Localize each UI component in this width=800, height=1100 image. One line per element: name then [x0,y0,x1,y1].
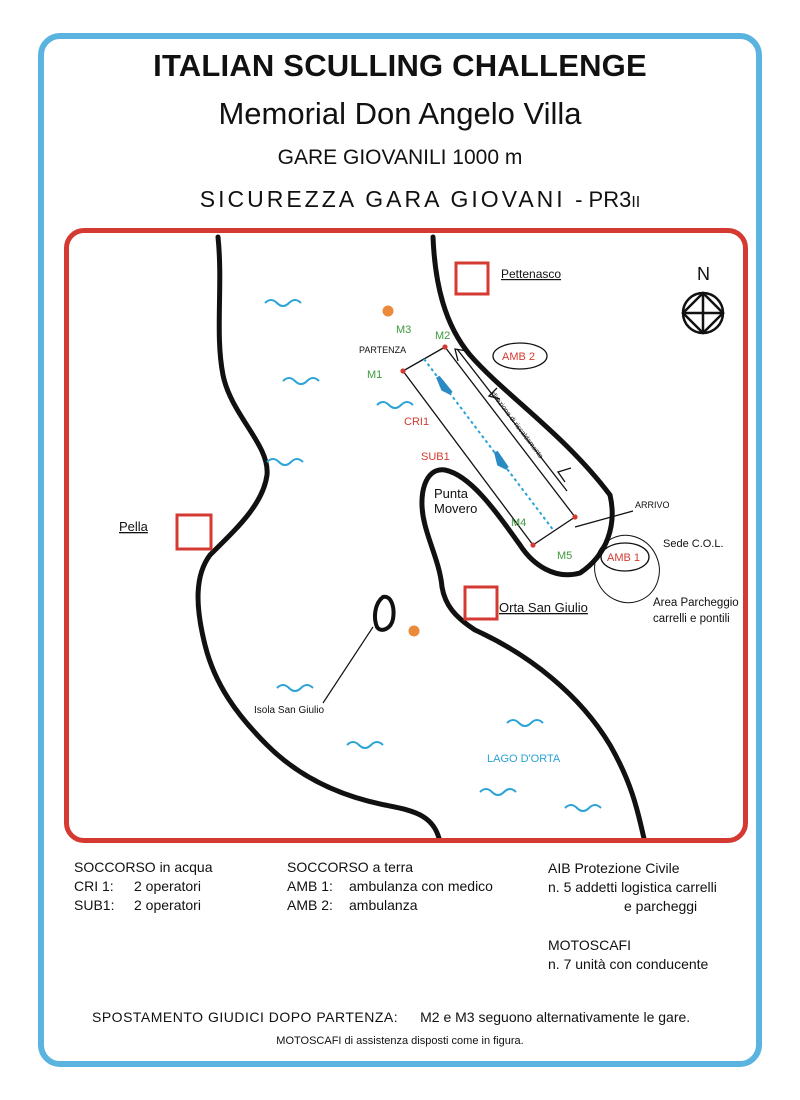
legend-acqua-title: SOCCORSO in acqua [74,859,213,875]
compass-north-label: N [697,264,710,284]
motoscafo-dot-2 [409,626,420,637]
orta-square [465,587,497,619]
section-label: SICUREZZA GARA GIOVANI [199,186,566,212]
legend-soccorso-terra [287,858,493,915]
place-orta: Orta San Giulio [499,600,588,615]
wave-icon [347,742,383,748]
marker-m5: M5 [557,550,573,562]
legend-terra-row: AMB 2: ambulanza [287,897,418,913]
marker-dot-m2 [442,344,447,349]
course-arrow-1 [438,377,451,393]
section-code: - PR3II [575,187,641,212]
motoscafo-dot-1 [383,306,394,317]
place-isola: Isola San Giulio [254,705,325,716]
place-punta-2: Movero [434,501,478,516]
arrivo-pointer [575,511,633,527]
map-area [64,228,748,843]
arrivo-label: ARRIVO [635,500,670,510]
footer-spostamento [92,1009,690,1025]
marker-dot-m4 [530,542,535,547]
marker-m1: M1 [367,369,383,381]
marker-sub1: SUB1 [421,451,450,463]
map-svg [69,233,748,843]
legend-motoscafi-title: MOTOSCAFI [548,937,631,953]
wave-icon [267,459,303,465]
course-arrow-2 [496,452,507,468]
wave-icon [265,300,301,306]
footer-label: SPOSTAMENTO GIUDICI DOPO PARTENZA: [92,1009,399,1025]
marker-m2: M2 [435,330,451,342]
legend-aib-line1: n. 5 addetti logistica carrelli [548,879,717,895]
place-parcheggio-2: carrelli e pontili [653,613,730,625]
section-code-suffix: II [631,194,641,211]
legend-motoscafi-line1: n. 7 unità con conducente [548,956,709,972]
wave-icon [377,402,413,408]
marker-amb1: AMB 1 [607,552,641,564]
isola-pointer [323,627,373,703]
legend-aib-title: AIB Protezione Civile [548,860,680,876]
place-punta-1: Punta [434,486,468,501]
partenza-label: PARTENZA [359,345,407,355]
marker-cri1: CRI1 [404,416,430,428]
place-pettenasco: Pettenasco [501,267,562,281]
isola-island [375,597,394,630]
place-sede: Sede C.O.L. [663,538,724,550]
legend-terra-title: SOCCORSO a terra [287,859,414,875]
legend-acqua-row: SUB1: 2 operatori [74,897,201,913]
marker-dot-m1 [400,368,405,373]
marker-m4: M4 [511,517,527,529]
section-title [20,186,800,213]
marker-m3: M3 [396,324,412,336]
legend-soccorso-acqua [74,858,213,915]
wave-icon [277,685,313,691]
wave-icon [283,378,319,384]
warmup-direction-label: direzione di riscaldamento [489,390,544,461]
warmup-arrow-low [558,468,571,482]
race-title: GARE GIOVANILI 1000 m [277,146,523,169]
pella-square [177,515,211,549]
legend-aib [548,859,717,916]
pettenasco-square [456,263,488,294]
marker-dot-m5 [572,514,577,519]
compass-icon [683,293,723,333]
page-subtitle: Memorial Don Angelo Villa [218,96,582,131]
legend-motoscafi [548,936,708,974]
page-title: ITALIAN SCULLING CHALLENGE [153,48,647,83]
legend-acqua-row: CRI 1: 2 operatori [74,878,201,894]
footer-text: M2 e M3 seguono alternativamente le gare. [420,1009,691,1025]
footer-note: MOTOSCAFI di assistenza disposti come in figura. [276,1035,524,1047]
wave-icon [480,789,516,795]
place-pella: Pella [119,519,148,534]
wave-icon [565,805,601,811]
marker-amb2: AMB 2 [502,351,536,363]
legend-aib-line2: e parcheggi [624,898,698,914]
wave-icon [507,720,543,726]
legend-terra-row: AMB 1: ambulanza con medico [287,878,493,894]
place-parcheggio-1: Area Parcheggio [653,597,739,609]
place-lago: LAGO D'ORTA [487,753,561,765]
